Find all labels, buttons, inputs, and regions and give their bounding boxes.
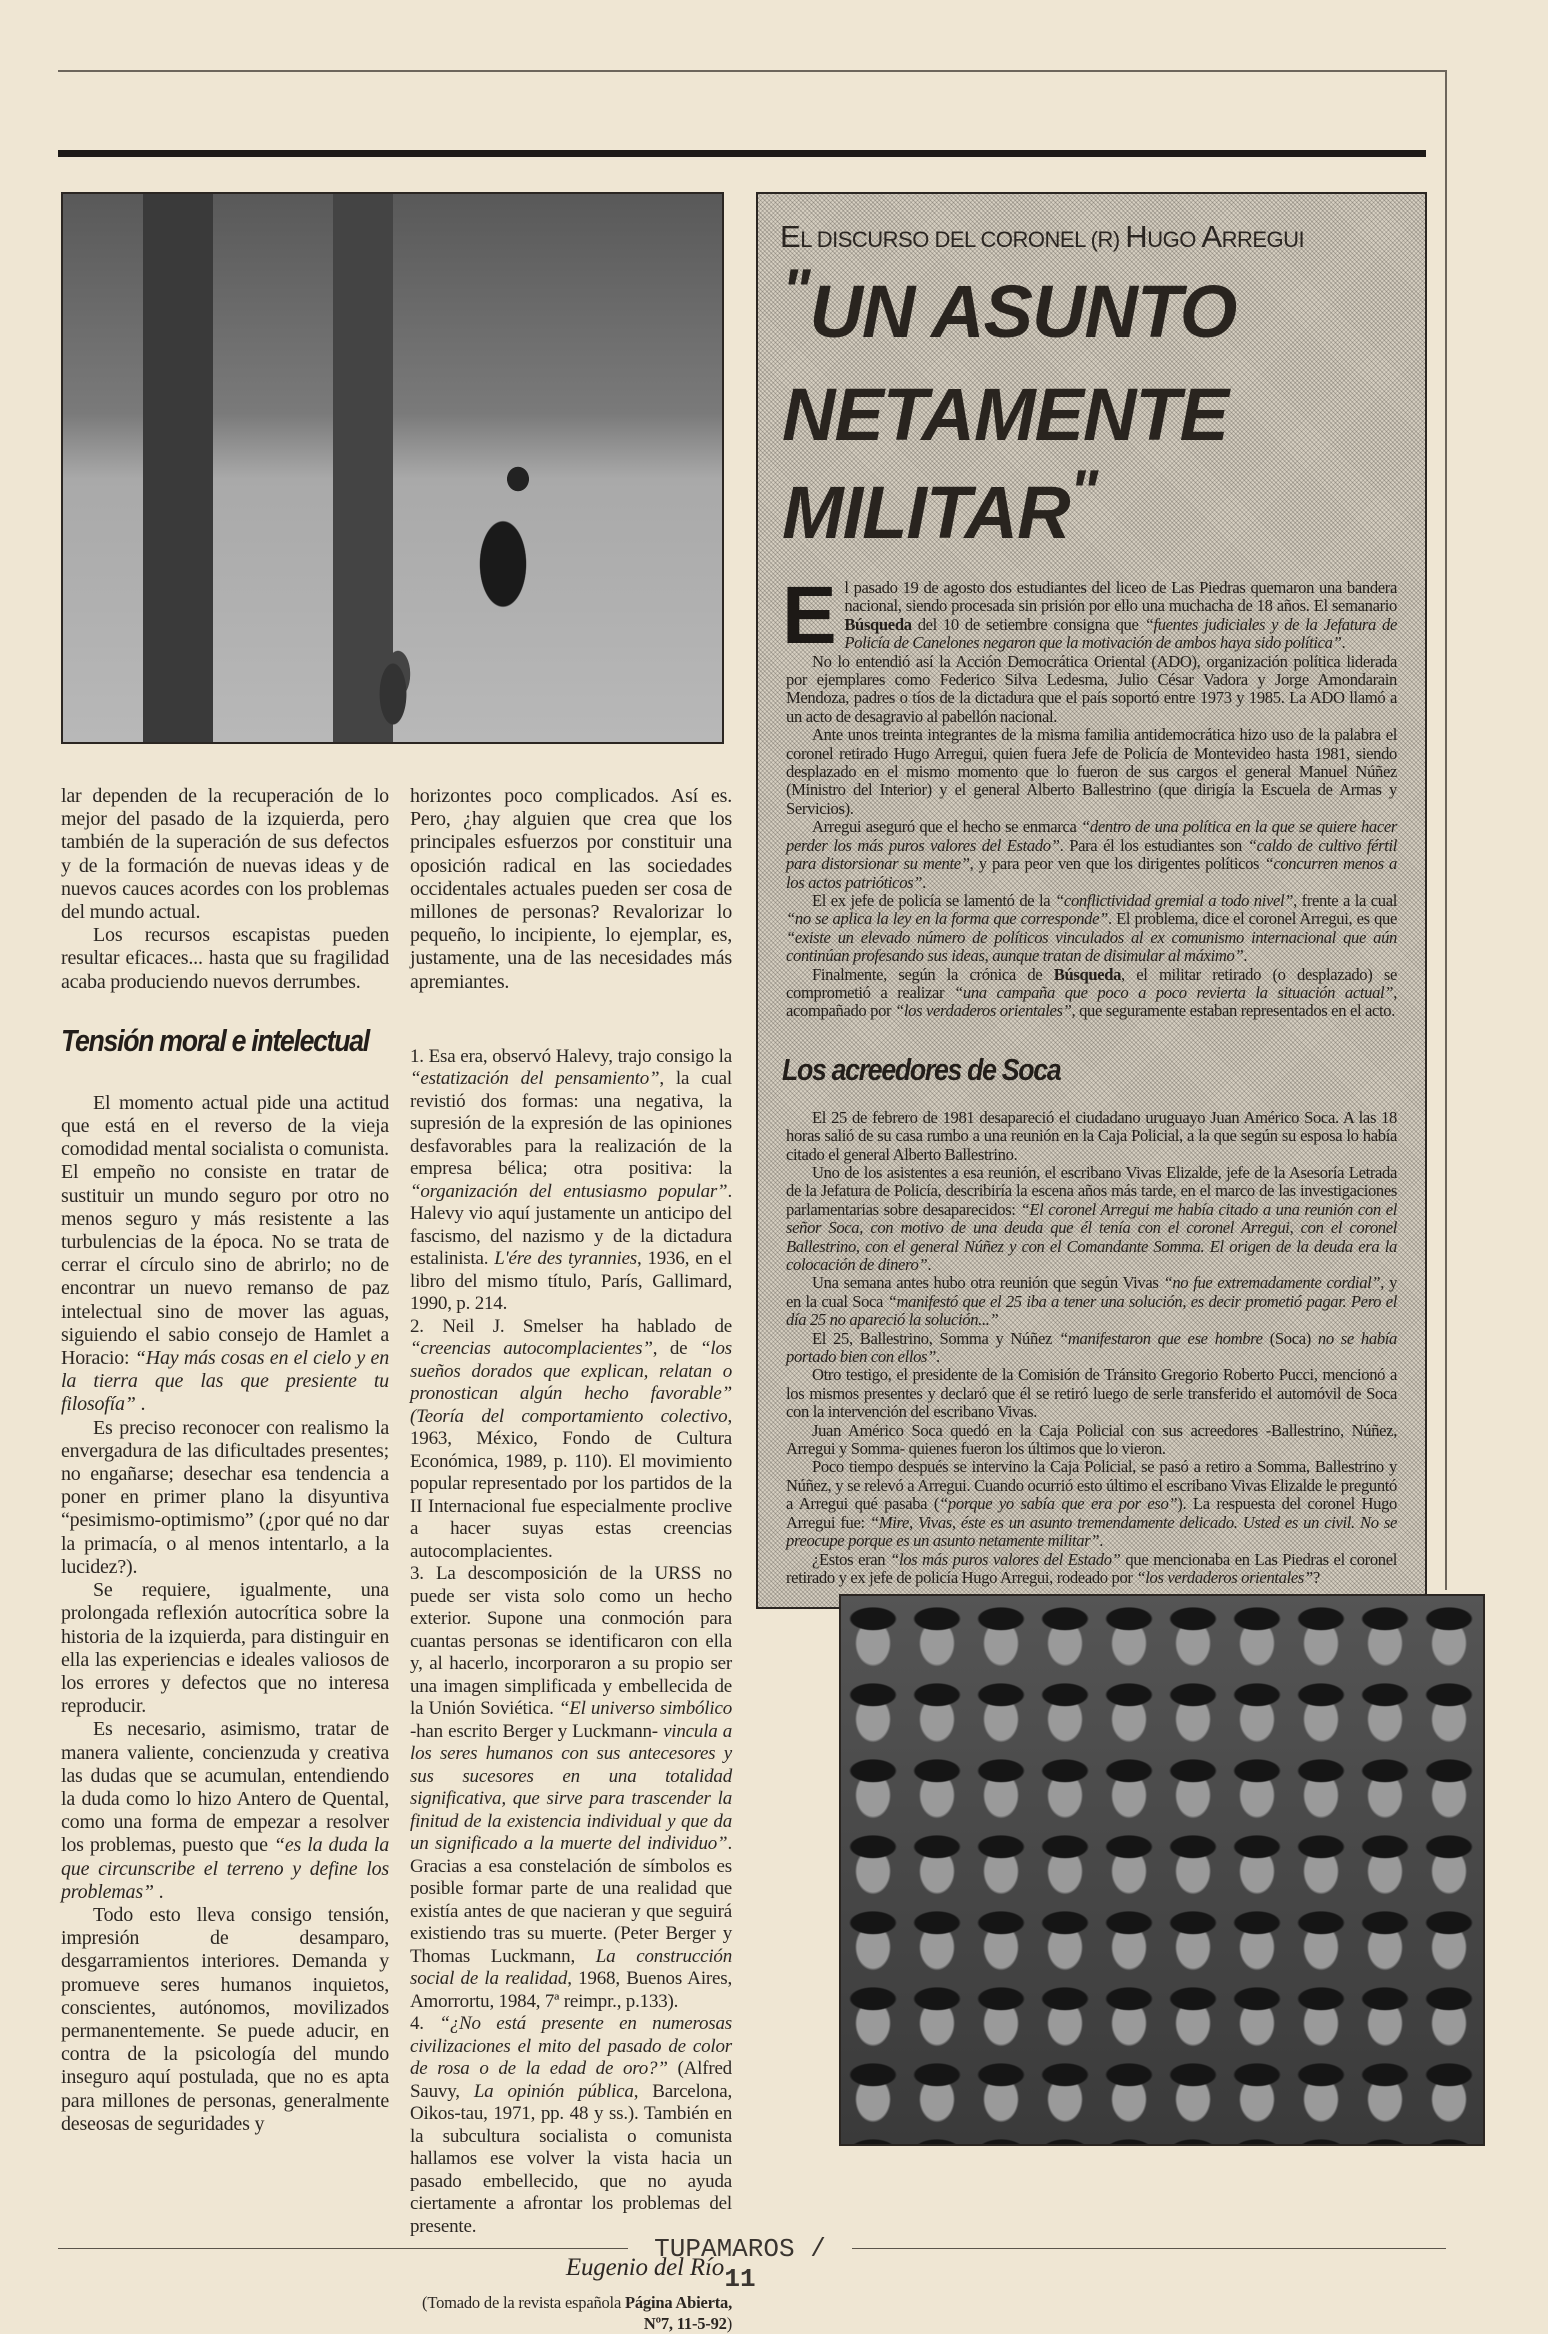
italic-text: L'ére des tyrannies bbox=[494, 1248, 637, 1270]
footer-rule-right bbox=[852, 2248, 1446, 2249]
street-photo bbox=[61, 192, 724, 744]
italic-text: “no se aplica la ley en la forma que corresponde” bbox=[786, 909, 1109, 929]
text-run: . bbox=[1243, 946, 1248, 966]
text-run: , de bbox=[652, 1338, 701, 1360]
text-run: Poco tiempo después se intervino la Caja Policial, se pasó a retiro a Somma, Ballestrino y Núñez, y se relevó a Arregui. Cuando ocurrió esto último el escribano Vivas Elizalde le preguntó a Arregui qué pasaba ( bbox=[786, 1457, 1397, 1514]
text-run: (Soca) bbox=[1262, 1328, 1318, 1348]
italic-text: “caldo de cultivo fértil para distorsionar su mente” bbox=[786, 835, 1397, 874]
bold-text: Búsqueda bbox=[1053, 964, 1122, 984]
headline-line-1: UN ASUNTO bbox=[809, 270, 1237, 353]
paragraph bbox=[786, 818, 1397, 892]
italic-text: “los sueños dorados que explican, relatan o pronostican algún hecho favorable” (Teoría del comportamiento colectivo bbox=[410, 1338, 732, 1427]
italic-text: “concurren menos a los actos patrióticos” bbox=[786, 854, 1397, 892]
paragraph bbox=[786, 653, 1397, 727]
italic-text: “porque yo sabía que era por eso” bbox=[939, 1494, 1178, 1514]
police-officers-photo bbox=[839, 1594, 1485, 2146]
paragraph bbox=[786, 1422, 1397, 1459]
text-run: . bbox=[135, 1393, 146, 1416]
header-rule bbox=[58, 150, 1426, 157]
middle-column bbox=[410, 785, 732, 2334]
text-run: que mencionaba en Las Piedras el coronel retirado y ex jefe de policía Hugo Arregui, rodeado por bbox=[786, 1549, 1397, 1587]
paragraph bbox=[61, 1904, 389, 2136]
text-run: 1. Esa era, observó Halevy, trajo consigo la bbox=[410, 1045, 732, 1067]
text-run: El momento actual pide una actitud que está en el reverso de la vieja comodidad mental socialista o comunista. El empeño no consiste en tratar de sustituir un mundo seguro por otro no menos seguro y más resistente a las turbulencias de la época. No se trata de cerrar el círculo sino de abrirlo; no de encontrar un nuevo remanso de paz intelectual sino de mover las aguas, siguiendo el sabio consejo de Hamlet a Horacio: bbox=[61, 1091, 389, 1370]
text-run: , la cual revistió dos formas: una negativa, la supresión de la expresión de las opiniones desfavorables para la realización de la empresa bélica; otra positiva: la bbox=[410, 1068, 732, 1180]
text-run: Finalmente, según la crónica de bbox=[812, 964, 1054, 984]
italic-text: “fuentes judiciales y de la Jefatura de Policía de Canelones negaron que la motivación de ambos haya sido política” bbox=[844, 614, 1398, 653]
paragraph bbox=[786, 1458, 1397, 1550]
text-run: Juan Américo Soca quedó en la Caja Policial con sus acreedores -Ballestrino, Núñez, Arregui y Somma- quienes fueron los últimos que lo vieron. bbox=[786, 1420, 1397, 1459]
kicker-part: (R) bbox=[1090, 227, 1126, 252]
text-run: l pasado 19 de agosto dos estudiantes del liceo de Las Piedras quemaron una bandera nacional, siendo procesada sin prisión por ello una muchacha de 18 años. El semanario bbox=[844, 578, 1397, 616]
right-column-rule bbox=[1445, 70, 1447, 1590]
text-run: Una semana antes hubo otra reunión que según Vivas bbox=[812, 1273, 1164, 1293]
italic-text: “una campaña que poco a poco revierta la situación actual” bbox=[954, 982, 1394, 1002]
paragraph bbox=[61, 1092, 389, 1417]
text-run: ? bbox=[1312, 1567, 1320, 1587]
text-run: -han escrito Berger y Luckmann- bbox=[410, 1720, 664, 1742]
text-run: Es necesario, asimismo, tratar de manera valiente, concienzuda y creativa las dudas que se acumulan, entendiendo la duda como lo hizo Antero de Quental, como una forma de empezar a resolver los problemas, puesto que bbox=[61, 1718, 389, 1857]
text-run: del 10 de setiembre consigna que bbox=[911, 614, 1145, 634]
text-run: El ex jefe de policía se lamentó de la bbox=[812, 890, 1056, 910]
paragraph bbox=[61, 785, 389, 924]
left-top-paragraphs bbox=[61, 785, 389, 994]
text-run: , y en la cual Soca bbox=[786, 1273, 1398, 1311]
text-run: ¿Estos eran bbox=[812, 1549, 891, 1569]
footer-separator: / bbox=[794, 2234, 826, 2264]
left-column-body bbox=[61, 1092, 389, 2136]
source-credit bbox=[410, 2292, 732, 2334]
text-run: 3. La descomposición de la URSS no puede ser vista solo como un hecho exterior. Supone una conmoción para cuantas personas se identificaron con ella y, al hacerlo, incorporaron a su propio ser una imagen simplificada y embellecida de la Unión Soviética. bbox=[410, 1563, 732, 1720]
sidebar-article-box bbox=[756, 192, 1427, 1609]
text-run: Los recursos escapistas pueden resultar eficaces... hasta que su fragilidad acaba produciendo nuevos derrumbes. bbox=[61, 924, 389, 993]
text-run: 4. bbox=[410, 2013, 440, 2035]
text-run: Ante unos treinta integrantes de la misma familia antidemocrática hizo uso de la palabra el coronel retirado Hugo Arregui, quien fuera Jefe de Policía de Montevideo hasta 1981, siendo desplazado en el mismo momento que lo fueron de sus cargos el general Manuel Núñez (Ministro del Interior) y el general Alberto Ballestrino (que dirigía la Escuela de Armas y Servicios). bbox=[786, 725, 1397, 818]
paragraph bbox=[786, 1366, 1397, 1421]
italic-text: “no fue extremadamente cordial” bbox=[1163, 1273, 1381, 1293]
paragraph bbox=[786, 579, 1397, 653]
subheading-acreedores: Los acreedores de Soca bbox=[782, 1051, 1061, 1087]
italic-text: vincula a los seres humanos con sus antecesores y sus sucesores en una totalidad significativa, que sirve para trascender la finitud de la existencia individual y que da un significado a la muerte del individuo” bbox=[410, 1720, 733, 1855]
text-run: Se requiere, igualmente, una prolongada reflexión autocrítica sobre la historia de la izquierda, para distinguir en ella las experiencias e ideales valiosos de los errores y defectos que no interesa reproducir. bbox=[61, 1579, 389, 1718]
paragraph bbox=[410, 2013, 732, 2238]
italic-text: no se había portado bien con ellos” bbox=[786, 1328, 1397, 1367]
italic-text: “los verdaderos orientales” bbox=[1136, 1567, 1313, 1587]
paragraph bbox=[61, 1417, 389, 1579]
italic-text: “los más puros valores del Estado” bbox=[890, 1549, 1121, 1569]
text-run: . El problema, dice el coronel Arregui, es que bbox=[1108, 909, 1397, 929]
paragraph bbox=[786, 892, 1397, 966]
source-suffix: ) bbox=[726, 2314, 732, 2334]
paragraph bbox=[786, 1551, 1397, 1588]
headline-open-quote: " bbox=[782, 257, 810, 324]
text-run: . bbox=[922, 872, 926, 892]
paragraph bbox=[61, 924, 389, 994]
text-run: (Alfred Sauvy, bbox=[410, 2058, 732, 2102]
text-run: . Para él los estudiantes son bbox=[1059, 835, 1248, 855]
headline-line-3: MILITAR bbox=[782, 471, 1070, 554]
text-run: . Gracias a esa constelación de símbolos es posible formar parte de una realidad que existía antes de que nacieran y que seguirá existiendo tras su muerte. (Peter Berger y Thomas Luckmann, bbox=[410, 1833, 732, 1967]
text-run: . bbox=[927, 1255, 932, 1274]
page-footer bbox=[635, 2234, 845, 2294]
footer-rule-left bbox=[58, 2248, 628, 2249]
text-run: , que seguramente estaban representados en el acto. bbox=[1071, 1001, 1396, 1021]
paragraph bbox=[410, 1563, 732, 2013]
italic-text: “estatización del pensamiento” bbox=[410, 1068, 660, 1090]
text-run: , 1936, en el libro del mismo título, París, Gallimard, 1990, p. 214. bbox=[410, 1248, 732, 1315]
paragraph bbox=[786, 1330, 1397, 1367]
italic-text: “existe un elevado número de políticos vinculados al ex comunismo internacional que aún continúan profesando sus ideas, aunque tratan de disimular al máximo” bbox=[786, 927, 1397, 966]
text-run: . Halevy vio aquí justamente un anticipo del fascismo, del nazismo y de la dictadura estalinista. bbox=[410, 1180, 732, 1270]
text-run: El 25 de febrero de 1981 desapareció el ciudadano uruguayo Juan Américo Soca. A las 18 horas salió de su casa rumbo a una reunión en la Caja Policial, a la que según su esposa lo había citado el general Alberto Ballestrino. bbox=[786, 1107, 1397, 1164]
paragraph bbox=[786, 1109, 1397, 1164]
text-run: , el militar retirado (o desplazado) se comprometió a realizar bbox=[786, 964, 1397, 1002]
italic-text: “conflictividad gremial a todo nivel” bbox=[1055, 890, 1294, 910]
paragraph bbox=[786, 1274, 1397, 1329]
source-prefix: (Tomado de la revista española bbox=[422, 2293, 625, 2313]
text-run: . bbox=[936, 1347, 940, 1367]
sidebar-section-2 bbox=[778, 1109, 1405, 1588]
text-run: ). La respuesta del coronel Hugo Arregui fue: bbox=[786, 1494, 1397, 1532]
text-run: , 1968, Buenos Aires, Amorrortu, 1984, 7ª reimpr., p.133). bbox=[410, 1968, 733, 2012]
italic-text: “dentro de una política en la que se quiere hacer perder los más puros valores del Estado” bbox=[786, 817, 1397, 855]
text-run: , y para peor ven que los dirigentes políticos bbox=[969, 854, 1265, 874]
text-run: Uno de los asistentes a esa reunión, el escribano Vivas Elizalde, jefe de la Asesoría Letrada de la Jefatura de Policía, describiría la escena años más tarde, en el marco de las investigaciones parlamentarias sobre desaparecidos: bbox=[786, 1162, 1397, 1219]
italic-text: “organización del entusiasmo popular” bbox=[410, 1180, 728, 1202]
text-run: Arregui aseguró que el hecho se enmarca bbox=[812, 817, 1082, 837]
italic-text: La opinión pública bbox=[473, 2080, 634, 2102]
top-rule bbox=[58, 70, 1446, 72]
paragraph bbox=[410, 1046, 732, 1316]
subheading-tension: Tensión moral e intelectual bbox=[61, 1022, 369, 1058]
text-run: , acompañado por bbox=[786, 982, 1397, 1021]
italic-text: “El coronel Arregui me había citado a una reunión con el señor Soca, con motivo de una deuda que él tenía con el coronel Arregui, con el coronel Ballestrino, con el general Núñez y con el Comandante Somma. El origen de la deuda era la colocación de dinero” bbox=[786, 1199, 1397, 1274]
italic-text: “creencias autocomplacientes” bbox=[410, 1338, 653, 1360]
author-signature: Eugenio del Río bbox=[565, 2254, 724, 2282]
italic-text: “manifestaron que ese hombre bbox=[1059, 1328, 1263, 1348]
text-run: El 25, Ballestrino, Somma y Núñez bbox=[812, 1328, 1059, 1348]
text-run: 2. Neil J. Smelser ha hablado de bbox=[410, 1315, 732, 1337]
italic-text: “¿No está presente en numerosas civilizaciones el mito del pasado de color de rosa o de la edad de oro?” bbox=[410, 2013, 732, 2080]
sidebar-section-1 bbox=[778, 570, 1405, 1021]
kicker-part: A bbox=[1201, 219, 1222, 254]
italic-text: “los verdaderos orientales” bbox=[895, 1001, 1072, 1021]
text-run: , frente a la cual bbox=[1293, 890, 1397, 910]
footnotes bbox=[410, 1046, 732, 2239]
text-run: , 1963, México, Fondo de Cultura Económica, 1989, p. 110). El movimiento popular representado por los partidos de la II Internacional fue especialmente proclive a hacer suyas estas creencias autocomplacientes. bbox=[410, 1405, 732, 1562]
italic-text: “es la duda la que circunscribe el terreno y define los problemas” bbox=[61, 1834, 389, 1903]
paragraph bbox=[410, 785, 732, 994]
text-run: . bbox=[1099, 1531, 1104, 1551]
italic-text: La construcción social de la realidad bbox=[410, 1945, 732, 1990]
italic-text: “El universo simbólico bbox=[558, 1698, 732, 1720]
middle-column-body bbox=[410, 785, 732, 994]
text-run: Otro testigo, el presidente de la Comisión de Tránsito Gregorio Roberto Pucci, mencionó a los mismos presentes y declaró que él se retiró luego de serle transferido el automóvil de Soca con la intervención del escribano Vivas. bbox=[786, 1365, 1397, 1422]
headline-line-1-wrap bbox=[782, 257, 1405, 366]
paragraph bbox=[61, 1579, 389, 1718]
text-run: . bbox=[153, 1880, 164, 1903]
paragraph bbox=[786, 1164, 1397, 1274]
headline-line-2: NETAMENTE bbox=[782, 373, 1228, 456]
drop-cap: E bbox=[782, 570, 837, 661]
text-run: Es preciso reconocer con realismo la envergadura de las dificultades presentes; no engañarse; desechar esa tendencia a poner en primer plano la disyuntiva “pesimismo-optimismo” (¿por qué no dar la primacía, o al menos intentarlo, a la lucidez?). bbox=[61, 1416, 389, 1578]
kicker-part: H bbox=[1125, 219, 1148, 254]
paragraph bbox=[786, 966, 1397, 1021]
italic-text: “Mire, Vivas, éste es un asunto tremendamente delicado. Usted es un civil. No se preocupe porque es un asunto netamente militar” bbox=[786, 1512, 1397, 1551]
bold-text: Búsqueda bbox=[844, 614, 912, 634]
left-column bbox=[61, 785, 389, 2136]
paragraph bbox=[786, 726, 1397, 818]
italic-text: “manifestó que el 25 iba a tener una solución, es decir prometió pagar. Pero el día 25 no apareció la solución...” bbox=[786, 1291, 1397, 1330]
paragraph bbox=[61, 1718, 389, 1904]
headline bbox=[782, 257, 1405, 567]
headline-close-quote: " bbox=[1069, 458, 1098, 525]
text-run: lar dependen de la recuperación de lo mejor del pasado de la izquierda, pero también de la superación de sus defectos y de la formación de nuevas ideas y de nuevos cauces acordes con los problemas del mundo actual. bbox=[61, 785, 389, 924]
kicker-part: UGO bbox=[1147, 227, 1202, 252]
text-run: , Barcelona, Oikos-tau, 1971, pp. 48 y ss.). También en la subcultura socialista o comunista hallamos ese volver la vista hacia un pasado embellecido, que no ayuda ciertamente a afrontar los problemas del presente. bbox=[410, 2080, 732, 2237]
italic-text: “Hay más cosas en el cielo y en la tierra que las que presiente tu filosofía” bbox=[61, 1347, 389, 1416]
article-kicker bbox=[780, 218, 1405, 259]
source-name: Página Abierta, bbox=[625, 2293, 732, 2313]
headline-line-3-wrap bbox=[782, 458, 1405, 567]
publication-name: TUPAMAROS bbox=[654, 2234, 795, 2264]
text-run: horizontes poco complicados. Así es. Pero, ¿hay alguien que crea que los principales esfuerzos por constituir una oposición radical en las sociedades occidentales actuales pueden ser cosa de millones de personas? Revalorizar lo pequeño, lo incipiente, lo ejemplar, es, justamente, una de las necesidades más apremiantes. bbox=[410, 785, 732, 993]
text-run: . bbox=[1341, 633, 1346, 653]
kicker-part: RREGUI bbox=[1221, 227, 1305, 252]
text-run: No lo entendió así la Acción Democrática Oriental (ADO), organización política liderada por ejemplares como Federico Silva Ledesma, Julio César Vadora y Jorge Amondarain Mendoza, padres o tíos de la dictadura que el país soportó entre 1973 y 1985. La ADO llamó a un acto de desagravio al pabellón nacional. bbox=[786, 651, 1397, 726]
text-run: Todo esto lleva consigo tensión, impresión de desamparo, desgarramientos interiores. Demanda y promueve seres humanos inquietos, conscientes, autónomos, movilizados permanentemente. Se puede aducir, en contra de la psicología del mundo inseguro aquí postulada, que no es apta para millones de personas, generalmente deseosas de seguridades y bbox=[61, 1903, 389, 2135]
sidebar-section-1-paragraphs bbox=[786, 579, 1397, 1021]
source-issue: Nº7, 11-5-92 bbox=[643, 2314, 727, 2334]
paragraph bbox=[410, 1316, 732, 1564]
page-number: 11 bbox=[724, 2264, 756, 2294]
kicker-part: L DISCURSO DEL CORONEL bbox=[800, 227, 1091, 252]
kicker-part: E bbox=[780, 219, 801, 254]
